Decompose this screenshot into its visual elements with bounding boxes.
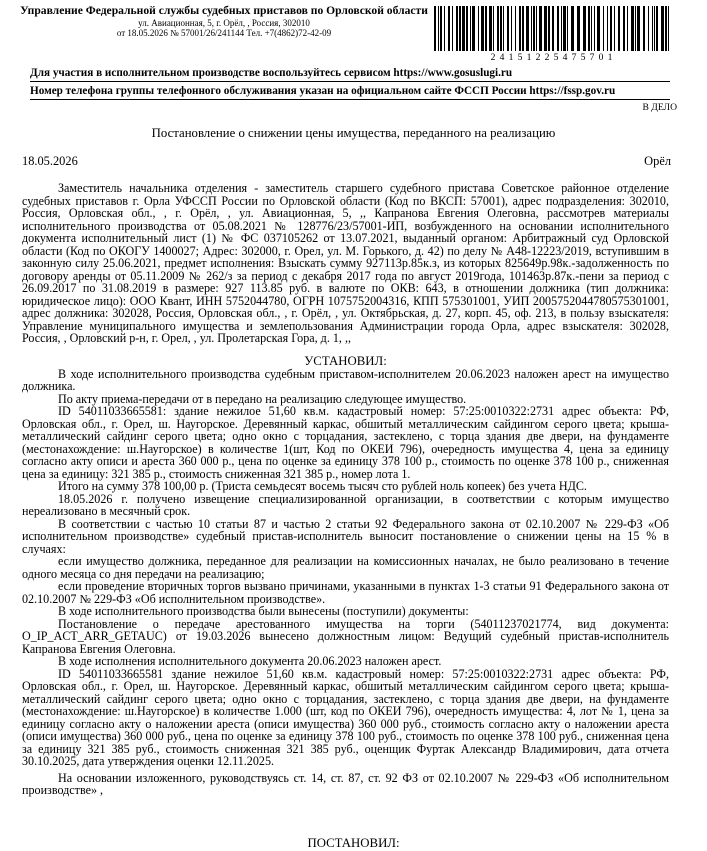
- paragraph: Постановление о передаче арестованного имущества на торги (54011237021774, вид документа: O_IP_ACT_ARR_GETAUC) от 19.03.2026 вынесено должностным лицом: Ведущий судебный пристав-исполнитель Капранова Евгения Олеговна.: [22, 616, 669, 656]
- divider: [30, 99, 670, 100]
- phone-notice: Номер телефона группы телефонного обслуживания указан на официальном сайте ФССП России https://fssp.gov.ru: [30, 85, 616, 97]
- intro-paragraph: Заместитель начальника отделения - заместитель старшего судебного пристава Советское районное отделение судебных приставов г. Орла УФССП России по Орловской области (Код по ВКСП: 57001), адрес подразделения: 302010, Россия, Орловская обл., , г. Орёл, , ул. Авиационная, 5, ,, Капранова Евгения Олеговна, рассмотрев материалы исполнительного производства от 05.08.2021 № 128776/23/57001-ИП, возбужденного на основании исполнительного документа исполнительный лист (1) № ФС 037105262 от 13.07.2021, выданный органом: Арбитражный суд Орловской области (Код по ОКОГУ 1400027; Адрес: 302000, г. Орел, ул. М. Горького, д. 42) по делу № А48-12223/2019, вступившим в законную силу 25.06.2021, предмет исполнения: Взыскать сумму 927113р.85к.з, из которых 825649р.98к.-задолженность по договору аренды от 05.11.2009 № 262/з за период с декабря 2017 года по август 2019года, 101463р.87к.-пени за период с 26.09.2017 по 31.08.2019 в размере: 927 113.85 руб. в валюте по ОКВ: 643, в отношении должника (тип должника: юридическое лицо): ООО Квант, ИНН 5752044780, ОГРН 1075752004316, КПП 575301001, УИП 2005752044780575301001, адрес должника: 302028, Россия, Орловская обл., , г. Орёл, , ул. Октябрьская, д. 27, корп. 45, оф. 213, в пользу взыскателя: Управление муниципального имущества и землепользования Администрации города Орла, адрес взыскателя: 302028, Россия, , Орловский р-н, г. Орел, , ул. Пролетарская Гора, д. 1, ,,: [22, 181, 669, 345]
- issuer-header: [18, 4, 430, 39]
- paragraph: ID 54011033665581: здание нежилое 51,60 кв.м. кадастровый номер: 57:25:0010322:2731 адрес объекта: РФ, Орловская обл., г. Орел, ш. Наугорское. Деревянный каркас, обшитый металлическим сайдингом серого цвета; крыша-металлический сайдинг серого цвета; одно окно с торцадания, застеклено, с торца здания две двери, на фундаменте (местонахождение: ш.Наугорское) в количестве 1(шт, Код по ОКЕИ 796), очередность имущества 4, цена за единицу согласно акту описи и ареста 360 000 р., цена по оценке за единицу 378 100 р., стоимость по оценке 378 100 р., сниженная цена за единицу: 321 385 р., стоимость сниженная 321 385 р., номер лота 1.: [22, 404, 669, 481]
- paragraph: Итого на сумму 378 100,00 р. (Триста семьдесят восемь тысяч сто рублей ноль копеек) без учета НДС.: [58, 479, 587, 493]
- issuer-address: ул. Авиационная, 5, г. Орёл, , Россия, 302010: [138, 17, 310, 28]
- divider: [30, 81, 670, 82]
- document-date: 18.05.2026: [22, 154, 78, 168]
- barcode-number: 2 4 1 5 1 2 2 5 4 7 5 7 0 1: [490, 52, 614, 63]
- paragraph: ID 54011033665581 здание нежилое 51,60 кв.м. кадастровый номер: 57:25:0010322:2731 адрес объекта: РФ, Орловская обл., г. Орел, ш. Наугорское. Деревянный каркас, обшитый металлическим сайдингом серого цвета; крыша- металлический сайдинг серого цвета; одно окно с торцадания, застеклено, с торца здания две двери, на фундаменте (местонахождение: ш.Наугорское) в количестве 1.000 (шт, код по ОКЕИ 796), очередность имущества: 4, лот № 1, цена за единицу согласно акту о наложении ареста (описи имущества) 360 000 руб., стоимость согласно акту о наложении ареста (описи имущества) 360 000 руб., цена по оценке за единицу 378 100 руб., стоимость по оценке 378 100 руб., сниженная цена за единицу 321 385 руб., стоимость сниженная 321 385 руб., оценщик Фуртак Александр Владимирович, дата отчета 30.10.2025, дата утверждения оценки 12.11.2025.: [22, 666, 669, 768]
- paragraph: В ходе исполнения исполнительного документа 20.06.2023 наложен арест.: [58, 654, 442, 668]
- postanovil-heading: ПОСТАНОВИЛ:: [307, 836, 400, 850]
- paragraph: В ходе исполнительного производства были вынесены (поступили) документы:: [58, 604, 469, 618]
- paragraph: В соответствии с частью 10 статьи 87 и частью 2 статьи 92 Федерального закона от 02.10.2007 № 229-ФЗ «Об исполнительном производстве» судебный пристав-исполнитель выносит постановление о снижении цены на 15 % в случаях:: [22, 516, 669, 556]
- paragraph: В ходе исполнительного производства судебным приставом-исполнителем 20.06.2023 наложен арест на имущество должника.: [22, 366, 669, 393]
- document-title: Постановление о снижении цены имущества, переданного на реализацию: [151, 126, 556, 140]
- main-body: [22, 355, 669, 797]
- document-reference: от 18.05.2026 № 57001/26/241144 Тел. +7(4862)72-42-09: [116, 28, 332, 39]
- ustanovil-heading: УСТАНОВИЛ:: [304, 354, 387, 368]
- paragraph: По акту приема-передачи от в передано на реализацию следующее имущество.: [58, 391, 467, 406]
- v-delo-mark: В ДЕЛО: [642, 102, 677, 113]
- barcode: [432, 6, 672, 51]
- paragraph: На основании изложенного, руководствуясь ст. 14, ст. 87, ст. 92 ФЗ от 02.10.2007 № 229-ФЗ «Об исполнительном производстве» ,: [22, 770, 669, 797]
- document-city: Орёл: [644, 154, 671, 168]
- paragraph: если проведение вторичных торгов вызвано причинами, указанными в пунктах 1-3 статьи 91 Федерального закона от 02.10.2007 № 229-ФЗ «Об исполнительном производстве».: [22, 579, 669, 606]
- gosuslugi-notice: Для участия в исполнительном производстве воспользуйтесь сервисом https://www.gosuslugi.ru: [30, 67, 513, 79]
- paragraph: 18.05.2026 г. получено извещение специализированной организации, в соответствии с которым имущество нереализовано в месячный срок.: [22, 491, 669, 518]
- intro-block: [22, 182, 669, 345]
- issuer-title: Управление Федеральной службы судебных приставов по Орловской области: [20, 4, 428, 17]
- paragraph: если имущество должника, переданное для реализации на комиссионных началах, не было реализовано в течение одного месяца со дня передачи на реализацию;: [22, 554, 669, 581]
